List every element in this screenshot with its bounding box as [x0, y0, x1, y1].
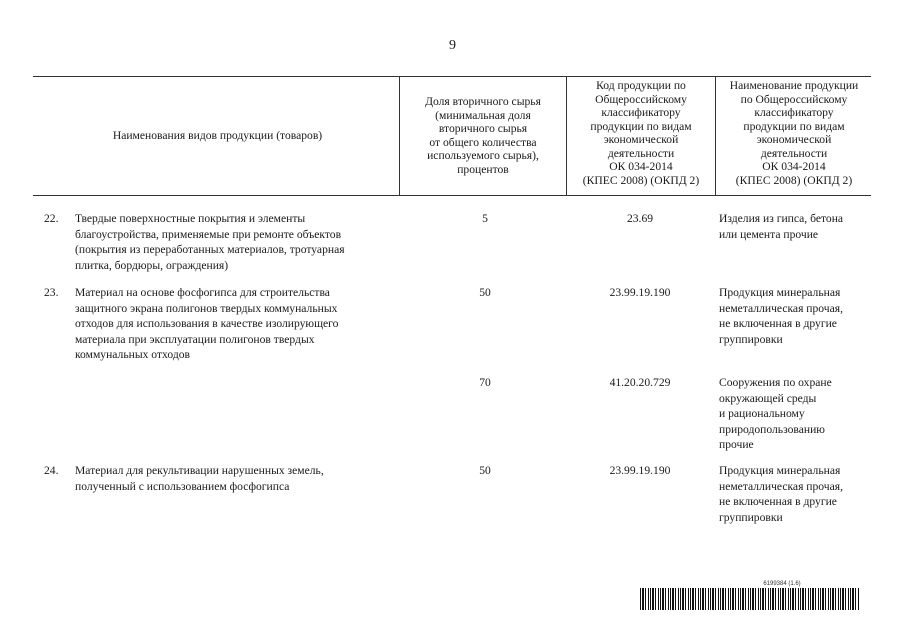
row-share: 50	[479, 286, 491, 299]
page-number: 9	[449, 38, 456, 53]
header-okpd-name: Наименование продукции по Общероссийскому классификатору продукции по видам экономической деятельности ОК 034-2014 (КПЕС 2008) (ОКПД 2)	[729, 79, 859, 187]
header-share: Доля вторичного сырья (минимальная доля вторичного сырья от общего количества используемого сырья), процентов	[425, 95, 541, 176]
row-product-name: Материал на основе фосфогипса для строительства защитного экрана полигонов твердых коммунальных отходов для использования в качестве изолирующего материала при эксплуатации полигонов твердых коммунальных отходов	[75, 286, 339, 361]
row-number: 22.	[44, 212, 59, 225]
row-share: 5	[482, 212, 488, 225]
row-share: 70	[479, 376, 491, 389]
row-number: 24.	[44, 464, 59, 477]
column-divider	[715, 76, 716, 195]
header-code: Код продукции по Общероссийскому классификатору продукции по видам экономической деятельности ОК 034-2014 (КПЕС 2008) (ОКПД 2)	[582, 79, 700, 187]
row-okpd-name: Изделия из гипса, бетона или цемента прочие	[719, 212, 844, 241]
row-code: 23.99.19.190	[609, 464, 671, 477]
row-product-name: Материал для рекультивации нарушенных земель, полученный с использованием фосфогипса	[75, 464, 324, 493]
row-code: 23.69	[626, 212, 654, 225]
row-okpd-name: Продукция минеральная неметаллическая прочая, не включенная в другие группировки	[719, 464, 844, 524]
row-okpd-name: Продукция минеральная неметаллическая прочая, не включенная в другие группировки	[719, 286, 844, 346]
column-divider	[399, 76, 400, 195]
row-code: 41.20.20.729	[609, 376, 671, 389]
table-header-bottom-rule	[33, 195, 871, 196]
row-code: 23.99.19.190	[609, 286, 671, 299]
row-number: 23.	[44, 286, 59, 299]
column-divider	[566, 76, 567, 195]
barcode-label: 6199384 (1.6)	[763, 581, 801, 587]
row-share: 50	[479, 464, 491, 477]
row-okpd-name: Сооружения по охране окружающей среды и рациональному природопользованию прочие	[719, 376, 832, 451]
barcode-icon	[640, 588, 860, 610]
header-product-name: Наименования видов продукции (товаров)	[112, 129, 323, 142]
table-header-top-rule	[33, 76, 871, 77]
row-product-name: Твердые поверхностные покрытия и элементы благоустройства, применяемые при ремонте объектов (покрытия из переработанных материалов, тротуарная плитка, бордюры, ограждения)	[75, 212, 345, 272]
